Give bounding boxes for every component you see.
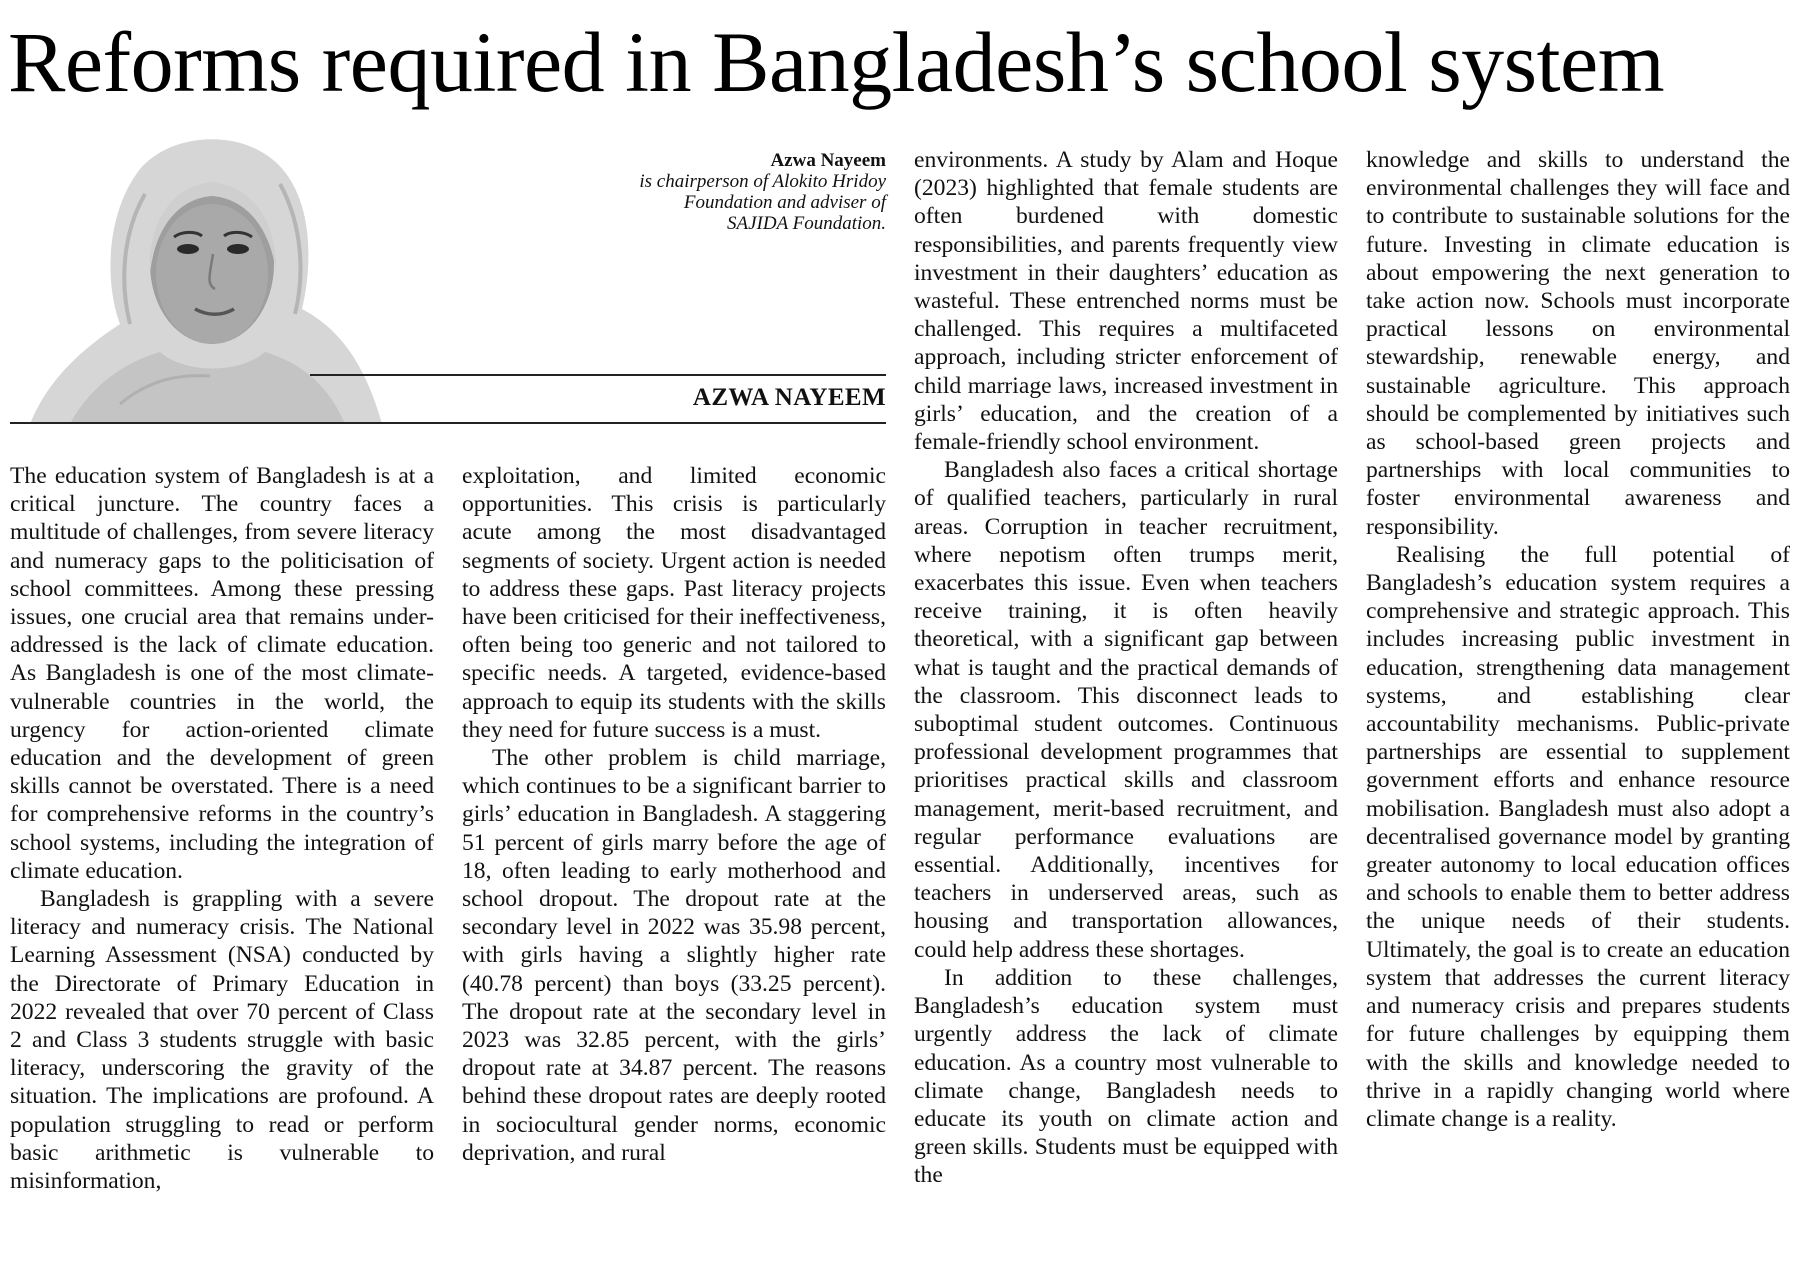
article-column-3 xyxy=(914,146,1338,1190)
author-portrait-image xyxy=(10,124,410,424)
article-column-1 xyxy=(10,462,434,1195)
article-paragraph: exploitation, and limited economic opportunities. This crisis is particularly acute among the most disadvantaged segments of society. Urgent action is needed to address these gaps. Past literacy projects have been criticised for their ineffectiveness, often being too generic and not tailored to specific needs. A targeted, evidence-based approach to equip its students with the skills they need for future success is a must. xyxy=(462,463,886,743)
article-paragraph: In addition to these challenges, Bangladesh’s education system must urgently address the lack of climate education. As a country most vulnerable to climate change, Bangladesh needs to educate its youth on climate action and green skills. Students must be equipped with the xyxy=(914,964,1338,1189)
author-portrait xyxy=(10,124,410,424)
article-paragraph: knowledge and skills to understand the environmental challenges they will face and to contribute to sustainable solutions for the future. Investing in climate education is about empowering the next generation to take action now. Schools must incorporate practical lessons on environmental stewardship, renewable energy, and sustainable agriculture. This approach should be complemented by initiatives such as school-based green projects and partnerships with local communities to foster environmental awareness and responsibility. xyxy=(1366,147,1790,540)
author-bio-name: Azwa Nayeem xyxy=(770,150,886,171)
article-paragraph: Realising the full potential of Bangladesh’s education system requires a comprehensive and strategic approach. This includes increasing public investment in education, strengthening data management systems, and establishing clear accountability mechanisms. Public-private partnerships are essential to supplement government efforts and enhance resource mobilisation. Bangladesh must also adopt a decentralised governance model by granting greater autonomy to local education offices and schools to enable them to better address the unique needs of their students. Ultimately, the goal is to create an education system that addresses the current literacy and numeracy crisis and prepares students for future challenges by equipping them with the skills and knowledge needed to thrive in a rapidly changing world where climate change is a reality. xyxy=(1366,541,1790,1132)
article-paragraph: The other problem is child marriage, which continues to be a significant barrier to girls’ education in Bangladesh. A staggering 51 percent of girls marry before the age of 18, often leading to early motherhood and school dropout. The dropout rate at the secondary level in 2022 was 35.98 percent, with girls having a slightly higher rate (40.78 percent) than boys (33.25 percent). The dropout rate at the secondary level in 2023 was 32.85 percent, with the girls’ dropout rate at 34.87 percent. The reasons behind these dropout rates are deeply rooted in sociocultural gender norms, economic deprivation, and rural xyxy=(462,745,886,1166)
author-bio xyxy=(406,150,886,234)
author-bio-line: is chairperson of Alokito Hridoy xyxy=(639,171,886,192)
article-headline: Reforms required in Bangladesh’s school system xyxy=(8,14,1665,110)
article-column-4 xyxy=(1366,146,1790,1133)
article-paragraph: environments. A study by Alam and Hoque (2023) highlighted that female students are often burdened with domestic responsibilities, and parents frequently view investment in their daughters’ education as wasteful. These entrenched norms must be challenged. This requires a multifaceted approach, including stricter enforcement of child marriage laws, increased investment in girls’ education, and the creation of a female-friendly school environment. xyxy=(914,147,1338,456)
byline: AZWA NAYEEM xyxy=(692,384,886,411)
author-bio-line: SAJIDA Foundation. xyxy=(726,213,886,234)
photo-bottom-divider xyxy=(10,422,886,424)
article-paragraph: The education system of Bangladesh is at a critical juncture. The country faces a multitude of challenges, from severe literacy and numeracy gaps to the politicisation of school committees. Among these pressing issues, one crucial area that remains under-addressed is the lack of climate education. As Bangladesh is one of the most climate-vulnerable countries in the world, the urgency for action-oriented climate education and the development of green skills cannot be overstated. There is a need for comprehensive reforms in the country’s school systems, including the integration of climate education. xyxy=(10,463,434,884)
article-paragraph: Bangladesh also faces a critical shortage of qualified teachers, particularly in rural areas. Corruption in teacher recruitment, where nepotism often trumps merit, exacerbates this issue. Even when teachers receive training, it is often heavily theoretical, with a significant gap between what is taught and the practical demands of the classroom. This disconnect leads to suboptimal student outcomes. Continuous professional development programmes that prioritises practical skills and classroom management, merit-based recruitment, and regular performance evaluations are essential. Additionally, incentives for teachers in underserved areas, such as housing and transportation allowances, could help address these shortages. xyxy=(914,457,1338,963)
author-photo-block xyxy=(10,124,886,424)
article-column-2 xyxy=(462,462,886,1167)
byline-divider xyxy=(310,374,886,376)
article-paragraph: Bangladesh is grappling with a severe literacy and numeracy crisis. The National Learning Assessment (NSA) conducted by the Directorate of Primary Education in 2022 revealed that over 70 percent of Class 2 and Class 3 students struggle with basic literacy, underscoring the gravity of the situation. The implications are profound. A population struggling to read or perform basic arithmetic is vulnerable to misinformation, xyxy=(10,886,434,1195)
author-bio-line: Foundation and adviser of xyxy=(683,192,886,213)
